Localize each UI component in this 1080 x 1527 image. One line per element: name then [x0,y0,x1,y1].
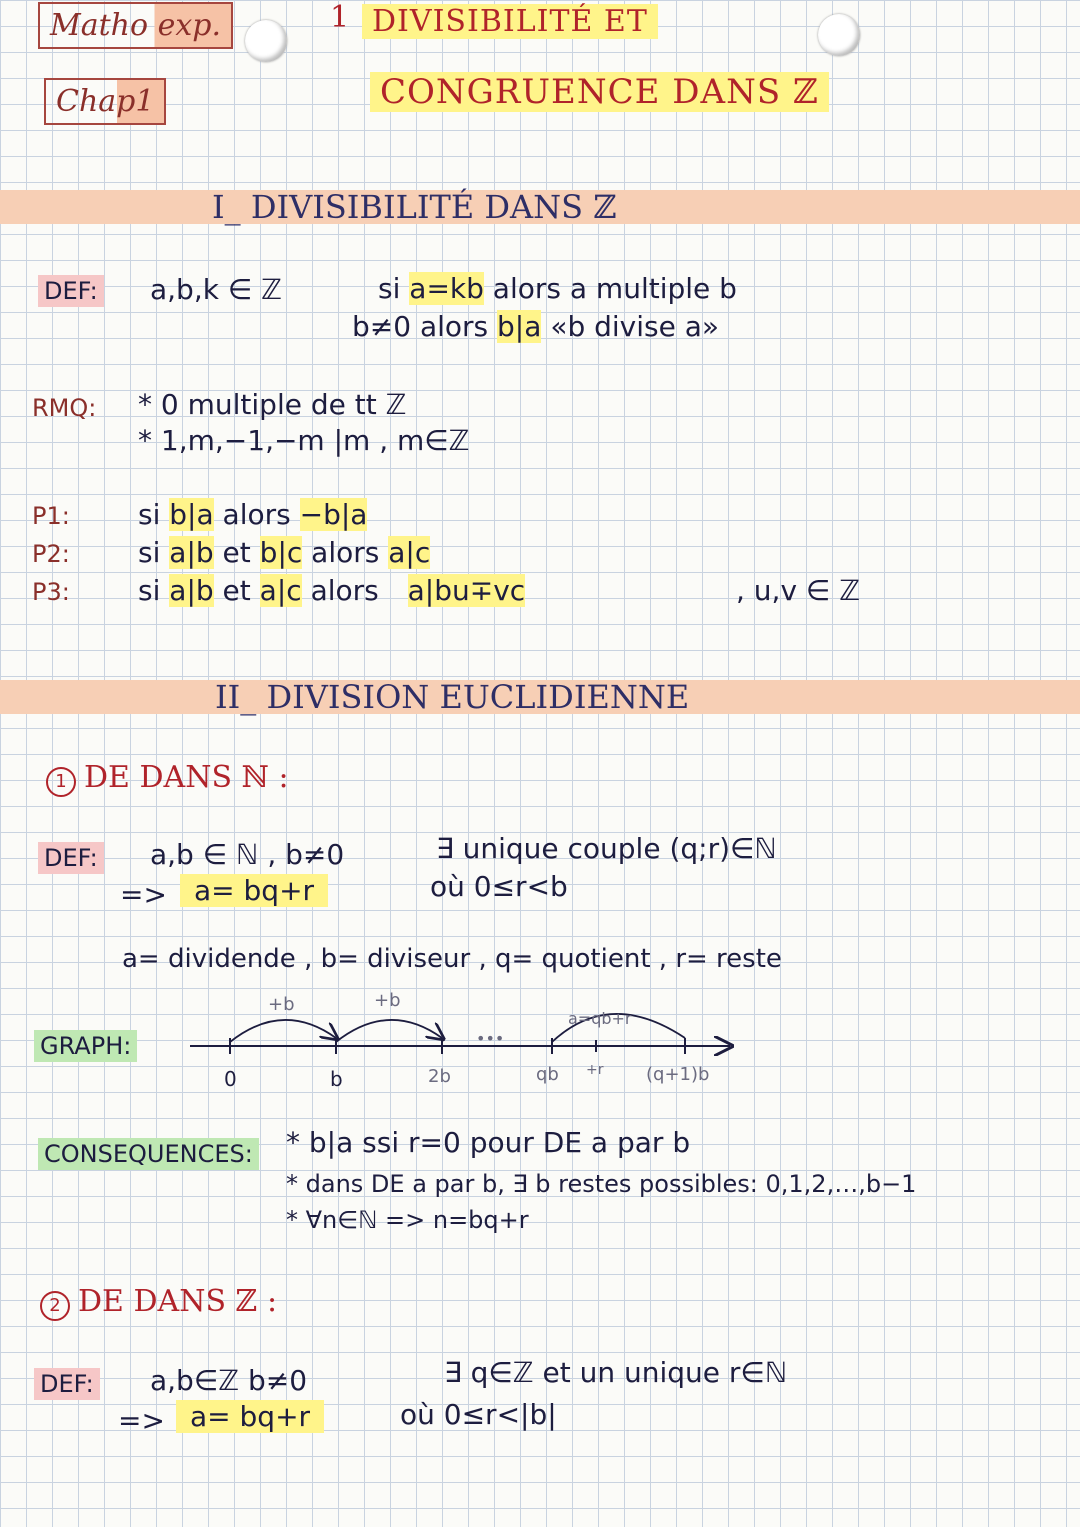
def-line2-pre: b≠0 alors [352,310,489,343]
def-line2-highlight: b|a [497,310,542,343]
prop-text: et [213,536,260,569]
tick-label: (q+1)b [646,1064,710,1085]
jump-arc [336,1020,442,1042]
prop-text: si [138,574,170,607]
prop-line [138,574,525,607]
title-line2: CONGRUENCE DANS ℤ [370,72,829,112]
jump-label: +b [374,990,401,1011]
def-formula: a= bq+r [176,1400,324,1433]
def-line1-highlight: a=kb [409,272,484,305]
rmq-line1: * 0 multiple de tt ℤ [138,388,407,421]
ellipsis: ••• [476,1029,505,1048]
subsection-title: DE DANS ℕ : [84,760,289,795]
prop-highlight: −b|a [299,498,368,531]
subsection-number: 2 [40,1291,70,1321]
def-label: DEF: [38,275,104,307]
rmq-label: RMQ: [32,394,97,422]
tick-label: 2b [428,1066,451,1087]
graph-label: GRAPH: [34,1030,137,1062]
section2-title: II_ DIVISION EUCLIDIENNE [215,678,690,716]
terms-line: a= dividende , b= diviseur , q= quotient , r= reste [122,944,782,974]
def-formula: a= bq+r [180,874,328,907]
jump-label: +b [268,994,295,1015]
def-vars: a,b∈ℤ b≠0 [150,1364,308,1397]
consequence-line: * ∀n∈ℕ => n=bq+r [286,1206,529,1234]
subsection-number: 1 [46,767,76,797]
prop-highlight: a|c [259,574,302,607]
r-label: +r [586,1062,604,1078]
number-line-graph [180,980,760,1100]
section1-title: I_ DIVISIBILITÉ DANS ℤ [212,188,617,226]
prop-highlight: a|b [169,574,214,607]
def-where: où 0≤r<|b| [400,1398,557,1431]
jump-arc [230,1020,336,1042]
subsection2-heading [40,1284,277,1321]
consequences-label: CONSEQUENCES: [38,1138,259,1170]
prop-highlight: a|bu∓vc [407,574,526,607]
def-line2-post: «b divise a» [550,310,720,343]
prop-highlight: b|a [169,498,214,531]
subsection-title: DE DANS ℤ : [78,1284,278,1319]
def-exists: ∃ q∈ℤ et un unique r∈ℕ [444,1356,788,1389]
point-label: a=qb+r [568,1009,632,1028]
def-vars: a,b ∈ ℕ , b≠0 [150,838,345,871]
prop-line [138,536,430,569]
prop-highlight: b|c [259,536,303,569]
prop-text: si [138,498,170,531]
chapter-box: Chap1 [44,78,166,125]
prop-text: alors [213,498,300,531]
prop-text: si [138,536,170,569]
def-vars: a,b,k ∈ ℤ [150,273,282,306]
def-exists: ∃ unique couple (q;r)∈ℕ [436,832,777,865]
title-number: 1 [330,0,351,35]
def-label: DEF: [38,842,104,874]
def-arrow: => [118,1404,165,1437]
prop-text: alors [301,574,388,607]
def-label: DEF: [34,1368,100,1400]
prop-label: P1: [32,502,70,530]
tick-label: b [330,1067,343,1091]
def-where: où 0≤r<b [430,870,568,903]
def-arrow: => [120,878,167,911]
prop-line [138,498,367,531]
consequence-line: * b|a ssi r=0 pour DE a par b [286,1126,691,1159]
prop-label: P2: [32,540,70,568]
tick-label: 0 [224,1067,237,1091]
prop-highlight: a|b [169,536,214,569]
title-line1: DIVISIBILITÉ ET [362,4,658,39]
prop-text: alors [302,536,389,569]
def-line1-post: alors a multiple b [492,272,737,305]
consequence-line: * dans DE a par b, ∃ b restes possibles: 0,1,2,…,b−1 [286,1170,917,1198]
prop-label: P3: [32,578,70,606]
def-line1 [378,272,737,305]
subsection1-heading [46,760,289,797]
rmq-line2: * 1,m,−1,−m |m , m∈ℤ [138,424,470,457]
prop-text: et [213,574,260,607]
def-line1-pre: si [378,272,401,305]
p3-suffix: , u,v ∈ ℤ [736,574,861,607]
subject-box: Matho exp. [38,2,233,49]
prop-highlight: a|c [388,536,431,569]
binder-hole [245,20,287,62]
tick-label: qb [536,1064,559,1085]
def-line2 [352,310,719,343]
binder-hole [818,14,860,56]
